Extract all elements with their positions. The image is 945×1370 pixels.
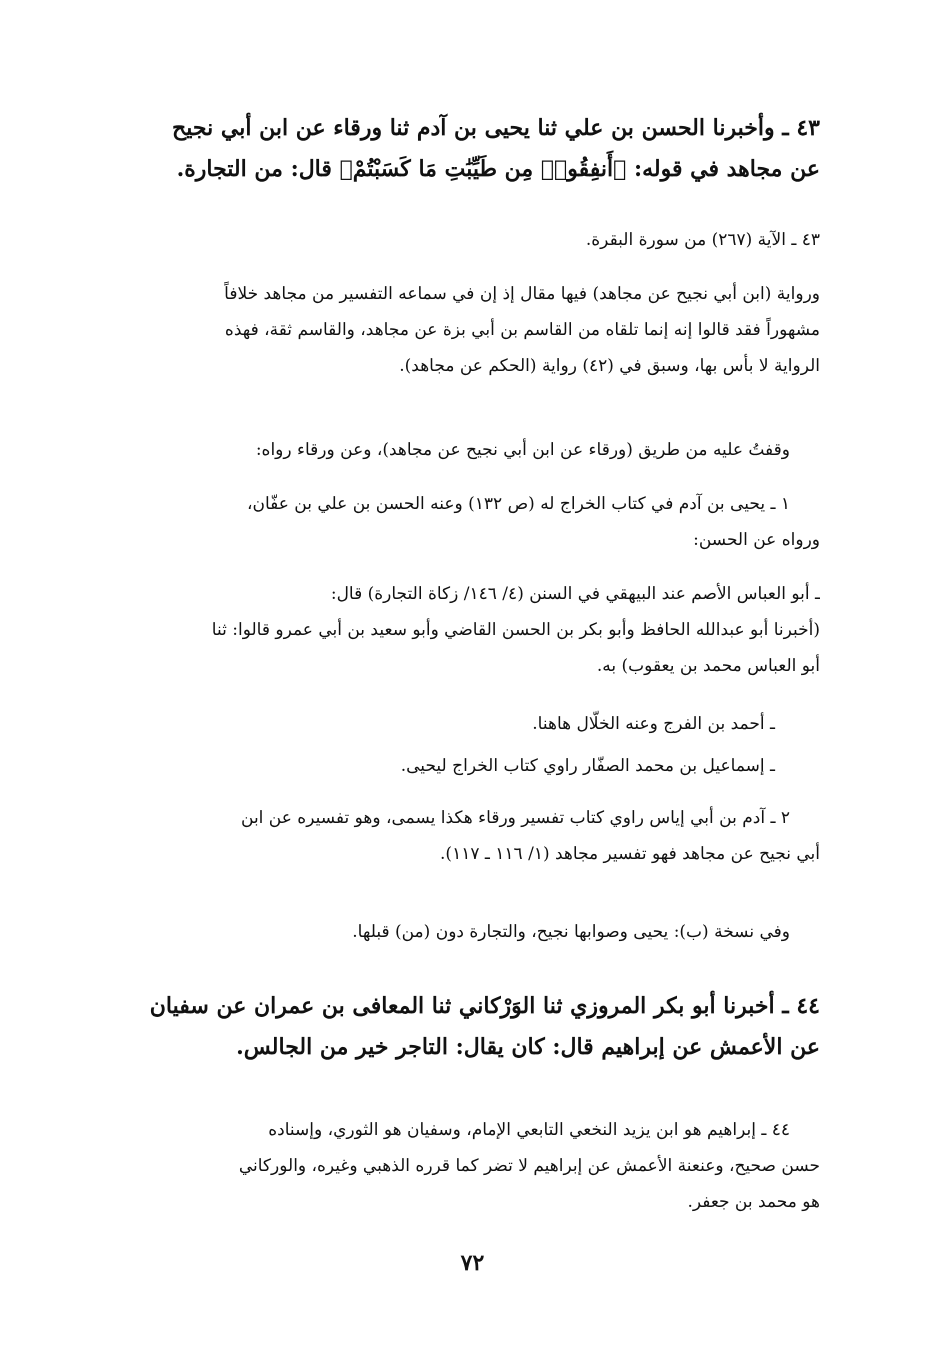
page-number: ٧٢ bbox=[460, 1250, 485, 1276]
note-43-abul-abbas bbox=[110, 576, 820, 684]
note-43-riwaya-line-1: ورواية (ابن أبي نجيح عن مجاهد) فيها مقال إذ إن في سماعه التفسير من مجاهد خلافاً bbox=[224, 284, 820, 304]
note-44 bbox=[110, 1112, 820, 1220]
note-43-item-1 bbox=[110, 486, 820, 558]
hadith-43 bbox=[110, 108, 820, 190]
note-43-item-1-line-2: ورواه عن الحسن: bbox=[693, 530, 820, 550]
note-43-riwaya-line-3: الرواية لا بأس بها، وسبق في (٤٢) رواية (الحكم عن مجاهد). bbox=[399, 356, 820, 376]
hadith-44-line-1: ٤٤ ـ أخبرنا أبو بكر المروزي ثنا الوَرْكاني ثنا المعافى بن عمران عن سفيان bbox=[149, 993, 820, 1019]
note-43-abul-abbas-line-1: ـ أبو العباس الأصم عند البيهقي في السنن (٤/ ١٤٦/ زكاة التجارة) قال: bbox=[330, 584, 820, 604]
note-44-line-3: هو محمد بن جعفر. bbox=[687, 1192, 820, 1212]
hadith-44-line-2: عن الأعمش عن إبراهيم قال: كان يقال: التاجر خير من الجالس. bbox=[236, 1034, 820, 1060]
note-44-line-1: ٤٤ ـ إبراهيم هو ابن يزيد النخعي التابعي الإمام، وسفيان هو الثوري، وإسناده bbox=[268, 1120, 790, 1140]
note-43-riwaya bbox=[110, 276, 820, 384]
note-43-ahmad bbox=[110, 706, 820, 742]
note-43-item-2-line-2: أبي نجيح عن مجاهد فهو تفسير مجاهد (١/ ١١٦ ـ ١١٧). bbox=[440, 844, 820, 864]
note-43-ismail-text: ـ إسماعيل بن محمد الصفّار راوي كتاب الخراج ليحيى. bbox=[400, 756, 775, 776]
note-43-wuqiftu bbox=[110, 432, 820, 468]
note-43-abul-abbas-line-3: أبو العباس محمد بن يعقوب) به. bbox=[596, 656, 820, 676]
note-43-nuskha-text: وفي نسخة (ب): يحيى وصوابها نجيح، والتجارة دون (من) قبلها. bbox=[352, 922, 790, 942]
note-43-ayah bbox=[110, 222, 820, 258]
note-43-item-1-line-1: ١ ـ يحيى بن آدم في كتاب الخراج له (ص ١٣٢) وعنه الحسن بن علي بن عفّان، bbox=[246, 494, 790, 514]
note-43-riwaya-line-2: مشهوراً فقد قالوا إنه إنما تلقاه من القاسم بن أبي بزة عن مجاهد، والقاسم ثقة، فهذه bbox=[224, 320, 820, 340]
hadith-43-line-1: ٤٣ ـ وأخبرنا الحسن بن علي ثنا يحيى بن آدم ثنا ورقاء عن ابن أبي نجيح bbox=[172, 115, 820, 141]
hadith-43-line-2: عن مجاهد في قوله: ﴿أَنفِقُوا۟ مِن طَيِّبَٰتِ مَا كَسَبْتُمْ﴾ قال: من التجارة. bbox=[176, 156, 820, 182]
note-43-item-2 bbox=[110, 800, 820, 872]
note-44-line-2: حسن صحيح، وعنعنة الأعمش عن إبراهيم لا تضر كما قرره الذهبي وغيره، والوركاني bbox=[238, 1156, 820, 1176]
note-43-ahmad-text: ـ أحمد بن الفرج وعنه الخلّال هاهنا. bbox=[532, 714, 775, 734]
note-43-abul-abbas-line-2: (أخبرنا أبو عبدالله الحافظ وأبو بكر بن الحسن القاضي وأبو سعيد بن أبي عمرو قالوا: ثنا bbox=[211, 620, 820, 640]
note-43-nuskha bbox=[110, 914, 820, 950]
note-43-item-2-line-1: ٢ ـ آدم بن أبي إياس راوي كتاب تفسير ورقاء هكذا يسمى، وهو تفسيره عن ابن bbox=[241, 808, 790, 828]
note-43-wuqiftu-text: وقفتُ عليه من طريق (ورقاء عن ابن أبي نجيح عن مجاهد)، وعن ورقاء رواه: bbox=[255, 440, 790, 460]
note-43-ayah-text: ٤٣ ـ الآية (٢٦٧) من سورة البقرة. bbox=[585, 230, 820, 250]
hadith-44 bbox=[110, 986, 820, 1068]
note-43-ismail bbox=[110, 748, 820, 784]
